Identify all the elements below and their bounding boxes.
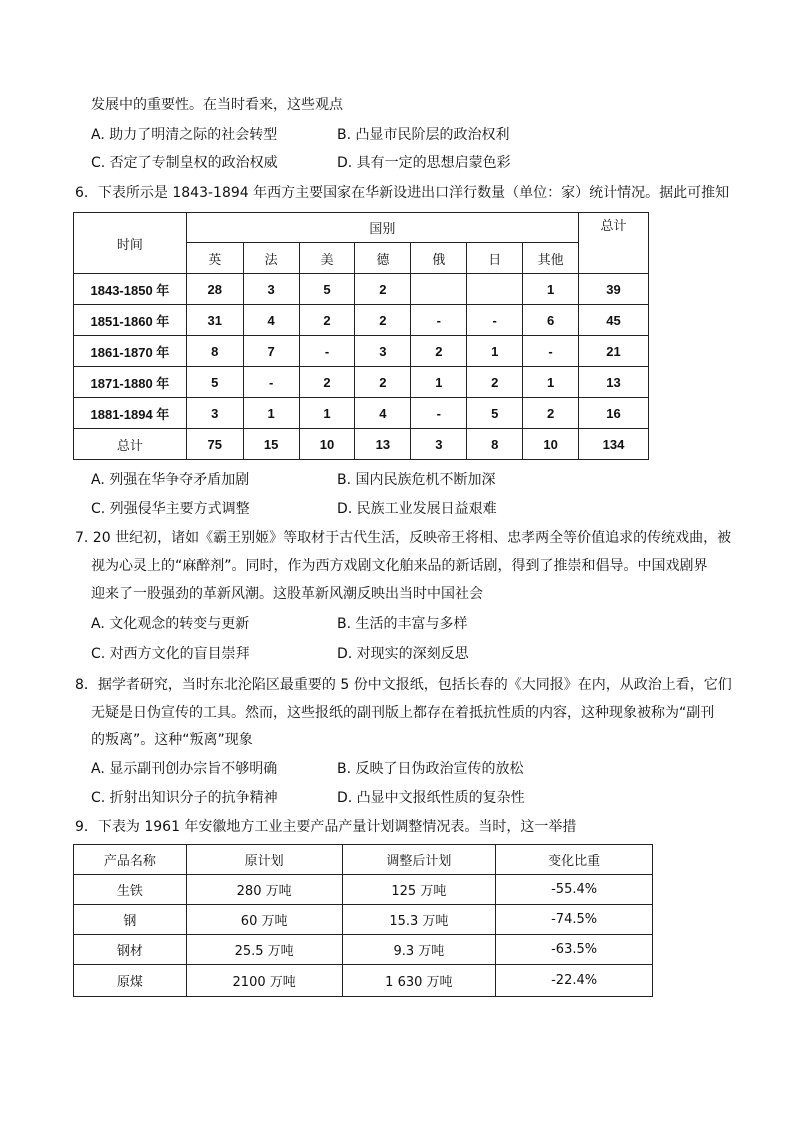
value-cell: 31 [186, 305, 243, 336]
q7-stem-line-1: 7. 20 世纪初，诸如《霸王别姬》等取材于古代生活，反映帝王将相、忠孝两全等价值追求的传统戏曲，被 [75, 530, 732, 546]
value-cell: 75 [186, 429, 243, 460]
value-cell: 1 [467, 336, 523, 367]
value-cell [411, 274, 467, 305]
q8-stem-line-2: 无疑是日伪宣传的工具。然而，这些报纸的副刊版上都存在着抵抗性质的内容，这种现象被称为“副刊 [91, 705, 715, 721]
value-cell: - [411, 305, 467, 336]
value-cell: 2 [411, 336, 467, 367]
value-cell: -22.4% [496, 965, 653, 997]
value-cell: 1 [243, 398, 299, 429]
q8-option-c[interactable]: C. 折射出知识分子的抗争精神 [91, 790, 278, 806]
q5-option-a[interactable]: A. 助力了明清之际的社会转型 [91, 127, 278, 143]
value-cell: 125 万吨 [342, 875, 496, 905]
value-cell: 28 [186, 274, 243, 305]
value-cell: 3 [186, 398, 243, 429]
value-cell: - [411, 398, 467, 429]
q6-header-country: 国别 [186, 213, 578, 243]
value-cell: 1 [523, 367, 579, 398]
q6-option-a[interactable]: A. 列强在华争夺矛盾加剧 [91, 472, 250, 488]
product-cell: 生铁 [74, 875, 187, 905]
q6-country-jp: 日 [467, 243, 523, 274]
value-cell: 2 [355, 274, 411, 305]
value-cell: 2 [523, 398, 579, 429]
q7-stem-line-2: 视为心灵上的“麻醉剂”。同时，作为西方戏剧文化舶来品的新话剧，得到了推崇和倡导。中国戏剧界 [91, 558, 708, 574]
value-cell: 4 [355, 398, 411, 429]
value-cell: 7 [243, 336, 299, 367]
value-cell: 2 [355, 367, 411, 398]
value-cell: 3 [243, 274, 299, 305]
value-cell: 3 [355, 336, 411, 367]
q6-option-b[interactable]: B. 国内民族危机不断加深 [337, 472, 496, 488]
value-cell: -74.5% [496, 905, 653, 935]
q5-option-d[interactable]: D. 具有一定的思想启蒙色彩 [337, 155, 511, 171]
table-row [74, 305, 649, 336]
q8-option-b[interactable]: B. 反映了日伪政治宣传的放松 [337, 761, 524, 777]
value-cell: 3 [411, 429, 467, 460]
value-cell: 5 [467, 398, 523, 429]
q8-stem-line-1: 8．据学者研究，当时东北沦陷区最重要的 5 份中文报纸，包括长春的《大同报》在内，从政治上看，它们 [75, 677, 732, 693]
value-cell: 5 [186, 367, 243, 398]
table-row [74, 336, 649, 367]
q7-option-a[interactable]: A. 文化观念的转变与更新 [91, 616, 250, 632]
q6-option-d[interactable]: D. 民族工业发展日益艰难 [337, 501, 497, 517]
q6-header-time: 时间 [74, 213, 187, 274]
q7-option-c[interactable]: C. 对西方文化的盲目崇拜 [91, 646, 250, 662]
value-cell: 2 [355, 305, 411, 336]
period-cell: 1843-1850 年 [74, 274, 187, 305]
q9-stem: 9．下表为 1961 年安徽地方工业主要产品产量计划调整情况表。当时，这一举措 [75, 819, 577, 835]
value-cell: 1 630 万吨 [342, 965, 496, 997]
table-row [74, 935, 653, 965]
value-cell: 1 [523, 274, 579, 305]
q6-country-us: 美 [299, 243, 355, 274]
q9-table [73, 844, 653, 997]
value-cell: 1 [299, 398, 355, 429]
table-row [74, 367, 649, 398]
value-cell: 5 [299, 274, 355, 305]
q6-country-de: 德 [355, 243, 411, 274]
table-row [74, 398, 649, 429]
total-cell: 134 [579, 429, 649, 460]
q6-table [73, 212, 649, 460]
value-cell: 60 万吨 [186, 905, 342, 935]
value-cell: 9.3 万吨 [342, 935, 496, 965]
q6-country-fr: 法 [243, 243, 299, 274]
q8-option-d[interactable]: D. 凸显中文报纸性质的复杂性 [337, 790, 525, 806]
total-cell: 13 [579, 367, 649, 398]
value-cell: - [467, 305, 523, 336]
table-row [74, 274, 649, 305]
value-cell: 6 [523, 305, 579, 336]
product-cell: 钢材 [74, 935, 187, 965]
value-cell: 2 [467, 367, 523, 398]
value-cell: 25.5 万吨 [186, 935, 342, 965]
q5-option-b[interactable]: B. 凸显市民阶层的政治权利 [337, 127, 510, 143]
value-cell: 1 [411, 367, 467, 398]
product-cell: 钢 [74, 905, 187, 935]
q7-option-b[interactable]: B. 生活的丰富与多样 [337, 616, 468, 632]
value-cell: 10 [299, 429, 355, 460]
value-cell: 13 [355, 429, 411, 460]
q6-stem: 6．下表所示是 1843-1894 年西方主要国家在华新设进出口洋行数量（单位：家）统计情况。据此可推知 [75, 185, 730, 201]
q6-header-total: 总计 [579, 213, 649, 274]
total-cell: 16 [579, 398, 649, 429]
value-cell: - [243, 367, 299, 398]
q5-option-c[interactable]: C. 否定了专制皇权的政治权威 [91, 155, 278, 171]
value-cell: 280 万吨 [186, 875, 342, 905]
value-cell: -63.5% [496, 935, 653, 965]
sum-label-cell: 总计 [74, 429, 187, 460]
q8-option-a[interactable]: A. 显示副刊创办宗旨不够明确 [91, 761, 278, 777]
q5-stem-tail: 发展中的重要性。在当时看来，这些观点 [91, 97, 343, 113]
product-cell: 原煤 [74, 965, 187, 997]
value-cell: 2 [299, 305, 355, 336]
value-cell: 10 [523, 429, 579, 460]
header-adjusted-plan: 调整后计划 [342, 845, 496, 875]
value-cell: 2100 万吨 [186, 965, 342, 997]
q6-country-other: 其他 [523, 243, 579, 274]
value-cell [467, 274, 523, 305]
q7-stem-line-3: 迎来了一股强劲的革新风潮。这股革新风潮反映出当时中国社会 [91, 586, 483, 602]
table-row [74, 875, 653, 905]
value-cell: 15 [243, 429, 299, 460]
total-cell: 21 [579, 336, 649, 367]
value-cell: 8 [467, 429, 523, 460]
period-cell: 1881-1894 年 [74, 398, 187, 429]
table-row-total [74, 429, 649, 460]
q6-country-ru: 俄 [411, 243, 467, 274]
header-change-ratio: 变化比重 [496, 845, 653, 875]
value-cell: -55.4% [496, 875, 653, 905]
header-original-plan: 原计划 [186, 845, 342, 875]
value-cell: 2 [299, 367, 355, 398]
table-row [74, 965, 653, 997]
q6-option-c[interactable]: C. 列强侵华主要方式调整 [91, 501, 250, 517]
q7-option-d[interactable]: D. 对现实的深刻反思 [337, 646, 469, 662]
period-cell: 1871-1880 年 [74, 367, 187, 398]
value-cell: 8 [186, 336, 243, 367]
value-cell: - [523, 336, 579, 367]
total-cell: 39 [579, 274, 649, 305]
q8-stem-line-3: 的叛离”。这种“叛离”现象 [91, 732, 253, 748]
period-cell: 1861-1870 年 [74, 336, 187, 367]
table-row [74, 905, 653, 935]
table-header-row [74, 845, 653, 875]
q6-country-uk: 英 [186, 243, 243, 274]
period-cell: 1851-1860 年 [74, 305, 187, 336]
value-cell: - [299, 336, 355, 367]
header-product: 产品名称 [74, 845, 187, 875]
value-cell: 4 [243, 305, 299, 336]
total-cell: 45 [579, 305, 649, 336]
value-cell: 15.3 万吨 [342, 905, 496, 935]
